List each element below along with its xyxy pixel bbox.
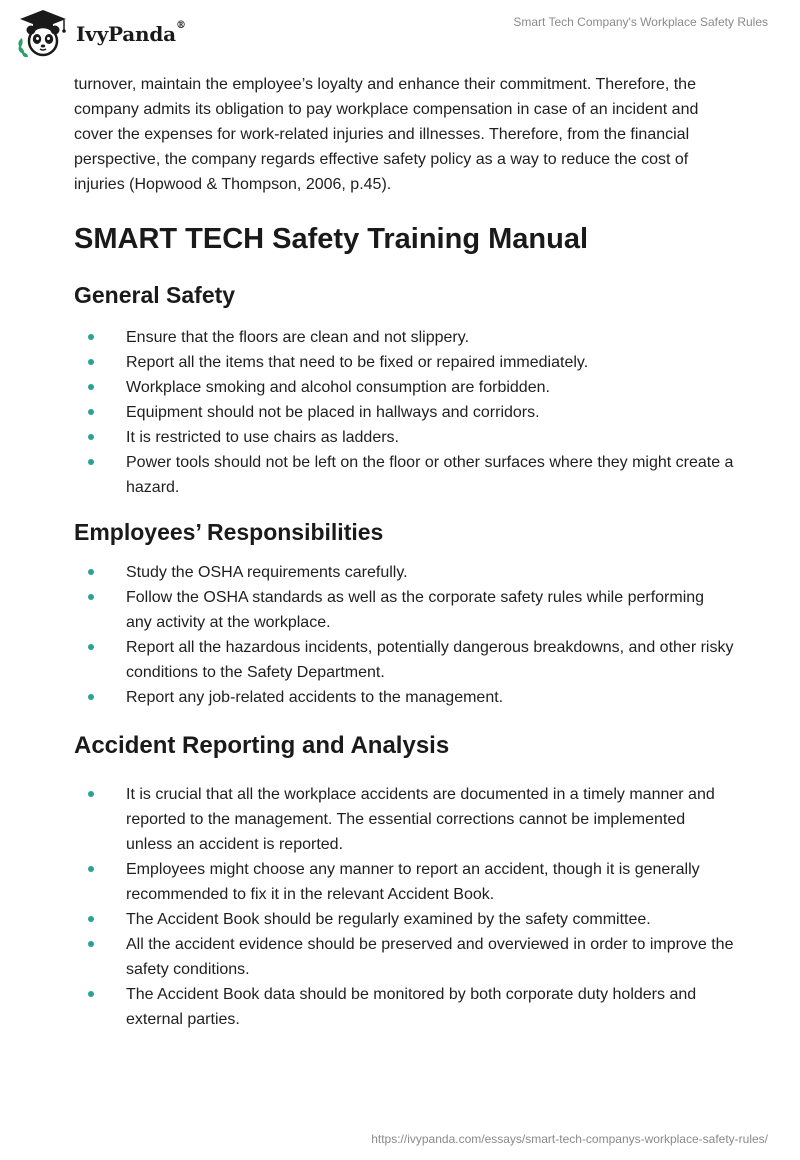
list-item: All the accident evidence should be preserved and overviewed in order to improve the safety conditions. (74, 932, 734, 982)
list-item: Follow the OSHA standards as well as the corporate safety rules while performing any activity at the workplace. (74, 585, 734, 635)
section-heading-general-safety: General Safety (74, 282, 236, 308)
bullet-icon (88, 594, 94, 600)
panda-graduate-icon (14, 8, 72, 58)
page-header (0, 0, 800, 70)
document-title: Smart Tech Company's Workplace Safety Rules (513, 15, 768, 29)
list-item: Report any job-related accidents to the management. (74, 685, 734, 710)
list-item: Workplace smoking and alcohol consumption are forbidden. (74, 375, 734, 400)
bullet-icon (88, 644, 94, 650)
list-item: Study the OSHA requirements carefully. (74, 560, 734, 585)
general-safety-list (74, 325, 734, 500)
bullet-icon (88, 991, 94, 997)
bullet-icon (88, 459, 94, 465)
bullet-icon (88, 569, 94, 575)
manual-title: SMART TECH Safety Training Manual (74, 223, 588, 255)
list-item: Report all the items that need to be fixed or repaired immediately. (74, 350, 734, 375)
bullet-icon (88, 434, 94, 440)
article-body (74, 72, 734, 1032)
list-item: Equipment should not be placed in hallways and corridors. (74, 400, 734, 425)
section-heading-employees-responsibilities: Employees’ Responsibilities (74, 519, 384, 545)
bullet-icon (88, 916, 94, 922)
bullet-icon (88, 384, 94, 390)
accident-reporting-list (74, 782, 734, 1032)
list-item: Power tools should not be left on the floor or other surfaces where they might create a hazard. (74, 450, 734, 500)
list-item: It is restricted to use chairs as ladders. (74, 425, 734, 450)
bullet-icon (88, 866, 94, 872)
list-item: The Accident Book should be regularly examined by the safety committee. (74, 907, 734, 932)
brand-name: IvyPanda® (76, 20, 186, 46)
list-item: It is crucial that all the workplace accidents are documented in a timely manner and reported to the management. The essential corrections cannot be implemented unless an accident is reported. (74, 782, 734, 857)
list-item: The Accident Book data should be monitored by both corporate duty holders and external parties. (74, 982, 734, 1032)
bullet-icon (88, 409, 94, 415)
source-url-link[interactable]: https://ivypanda.com/essays/smart-tech-companys-workplace-safety-rules/ (371, 1132, 768, 1146)
list-item: Ensure that the floors are clean and not slippery. (74, 325, 734, 350)
bullet-icon (88, 359, 94, 365)
employees-responsibilities-list (74, 560, 734, 710)
section-heading-accident-reporting: Accident Reporting and Analysis (74, 732, 450, 759)
ivypanda-logo[interactable] (14, 8, 186, 58)
bullet-icon (88, 941, 94, 947)
bullet-icon (88, 791, 94, 797)
intro-paragraph: turnover, maintain the employee’s loyalty and enhance their commitment. Therefore, the company admits its obligation to pay workplace compensation in case of an incident and cover the expenses for work-related injuries and illnesses. Therefore, from the financial perspective, the company regards effective safety policy as a way to reduce the cost of injuries (Hopwood & Thompson, 2006, p.45). (74, 76, 699, 193)
bullet-icon (88, 694, 94, 700)
bullet-icon (88, 334, 94, 340)
list-item: Employees might choose any manner to report an accident, though it is generally recommended to fix it in the relevant Accident Book. (74, 857, 734, 907)
list-item: Report all the hazardous incidents, potentially dangerous breakdowns, and other risky conditions to the Safety Department. (74, 635, 734, 685)
